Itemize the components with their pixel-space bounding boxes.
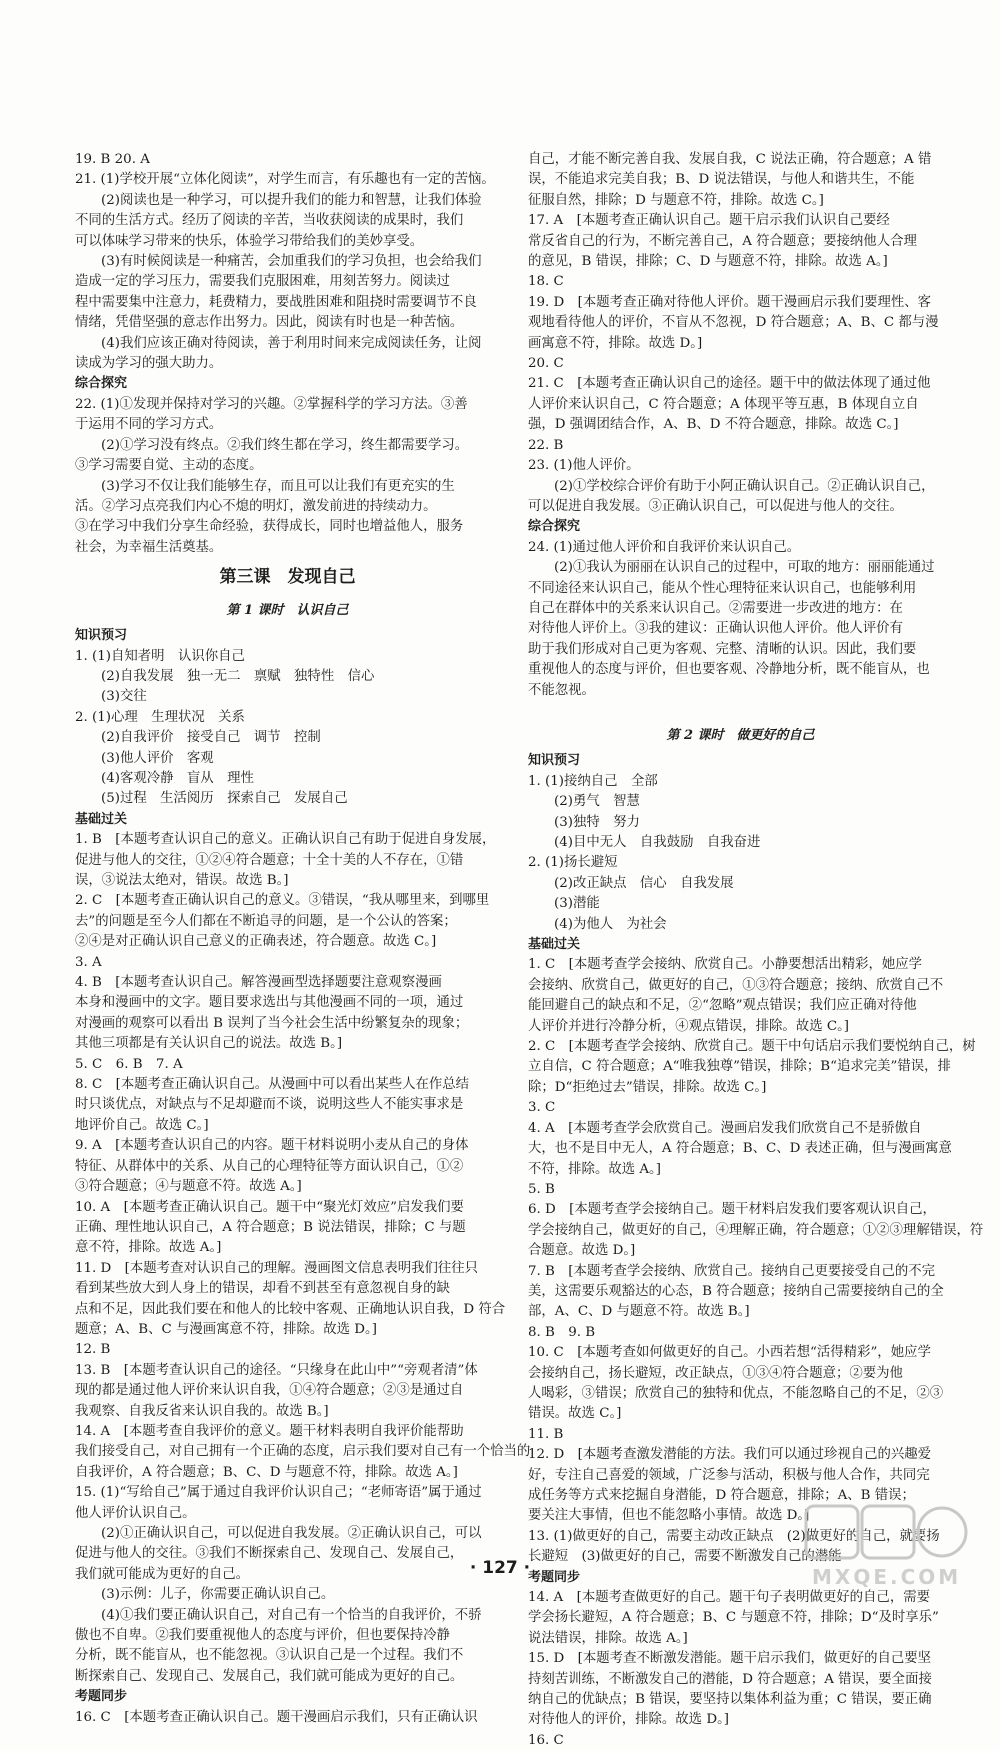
answer-line: 可以体味学习带来的快乐，体验学习带给我们的美妙享受。 [75, 233, 424, 249]
answer-line: 本身和漫画中的文字。题目要求选出与其他漫画不同的一项，通过 [75, 995, 464, 1011]
answer-line: 人评价来认识自己，C 符合题意；A 体现平等互惠，B 体现自立自 [528, 396, 919, 412]
answer-line: (4)目中无人 自我鼓励 自我奋进 [554, 835, 761, 850]
answer-line: 时只谈优点，对缺点与不足却避而不谈，说明这些人不能实事求是 [75, 1097, 464, 1113]
answer-line: 自己，才能不断完善自我、发展自我，C 说法正确，符合题意；A 错 [528, 152, 932, 167]
answer-line: 错误。故选 C。] [528, 1406, 622, 1422]
answer-line: 意不符，排除。故选 A。] [75, 1240, 222, 1256]
answer-line: 不符，排除。故选 A。] [528, 1161, 661, 1177]
answer-line: (3)示例：儿子，你需要正确认识自己。 [101, 1587, 335, 1603]
answer-line [528, 701, 953, 721]
answer-line: 常反省自己的行为，不断完善自己，A 符合题意；要接纳他人合理 [528, 233, 917, 249]
lesson-subtitle: 第 1 课时 认识自己 [226, 603, 349, 619]
answer-line: (3)他人评价 客观 [101, 750, 214, 766]
answer-line: 不能忽视。 [528, 682, 595, 698]
answer-line: 情绪，凭借坚强的意志作出努力。因此，阅读有时也是一种苦恼。 [75, 315, 464, 331]
answer-line: 6. D [本题考查学会接纳自己。题干材料启发我们要客观认识自己， [528, 1202, 936, 1218]
answer-line: 1. (1)自知者明 认识你自己 [75, 648, 245, 664]
answer-line: 不同的生活方式。经历了阅读的辛苦，当收获阅读的成果时，我们 [75, 213, 464, 229]
answer-line: (2)阅读也是一种学习，可以提升我们的能力和智慧，让我们体验 [101, 192, 482, 208]
answer-line: 人评价并进行冷静分析，④观点错误，排除。故选 C。] [528, 1018, 850, 1034]
answer-line: (2)①学校综合评价有助于小阿正确认识自己。②正确认识自己， [554, 478, 935, 494]
answer-line: 对待他人的评价，排除。故选 D。] [528, 1712, 729, 1728]
answer-line: 活。②学习点亮我们内心不熄的明灯，激发前进的持续动力。 [75, 498, 437, 514]
answer-line: (4)我们应该正确对待阅读，善于利用时间来完成阅读任务，让阅 [101, 335, 482, 351]
answer-line: 误，不能追求完美自我；B、D 说法错误，与他人和谐共生，不能 [528, 172, 915, 188]
answer-line: 16. C [本题考查正确认识自己。题干漫画启示我们，只有正确认识 [75, 1709, 478, 1725]
answer-line: 的意见，B 错误，排除；C、D 与题意不符，排除。故选 A。] [528, 254, 888, 270]
answer-line: 10. A [本题考查正确认识自己。题干中“聚光灯效应”启发我们要 [75, 1199, 464, 1215]
answer-line: 5. C 6. B 7. A [75, 1056, 183, 1072]
answer-line: 会接纳自己，扬长避短，改正缺点，①③④符合题意；②要为他 [528, 1365, 903, 1381]
answer-line: 地评价自己。故选 C。] [75, 1117, 209, 1133]
answer-line: ②④是对正确认识自己意义的正确表述，符合题意。故选 C。] [75, 934, 437, 950]
answer-line: 21. C [本题考查正确认识自己的途径。题干中的做法体现了通过他 [528, 376, 931, 392]
answer-line: ③符合题意；④与题意不符。故选 A。] [75, 1179, 302, 1195]
answer-line: (3)学习不仅让我们能够生存，而且可以让我们有更充实的生 [101, 478, 455, 494]
lesson-title: 第三课 发现自己 [219, 567, 356, 588]
answer-line: 1. (1)接纳自己 全部 [528, 773, 658, 789]
answer-line: (4)客观冷静 盲从 理性 [101, 770, 254, 786]
answer-line: 我们就可能成为更好的自己。 [75, 1566, 250, 1582]
answer-line: ③学习需要自觉、主动的态度。 [75, 458, 263, 474]
answer-line: 13. (1)做更好的自己，需要主动改正缺点 (2)做更好的自己，就要扬 [528, 1528, 940, 1544]
answer-line: 2. C [本题考查正确认识自己的意义。③错误，“我从哪里来，到哪里 [75, 893, 490, 909]
watermark-logo [800, 1500, 970, 1590]
answer-line: 11. B [528, 1426, 564, 1442]
answer-line: 其他三项都是有关认识自己的说法。故选 B。] [75, 1036, 343, 1052]
answer-line: 10. C [本题考查如何做更好的自己。小西若想“活得精彩”，她应学 [528, 1345, 931, 1361]
answer-line: 分析，既不能盲从，也不能忽视。③认识自己是一个过程。我们不 [75, 1648, 464, 1664]
answer-line: (2)勇气 智慧 [554, 794, 640, 810]
answer-line: 现的都是通过他人评价来认识自我，①④符合题意；②③是通过自 [75, 1383, 464, 1399]
answer-line: 2. C [本题考查学会接纳、欣赏自己。题干中句话启示我们要悦纳自己，树 [528, 1039, 976, 1055]
answer-line: 15. D [本题考查不断激发潜能。题干启示我们，做更好的自己要坚 [528, 1651, 932, 1667]
answer-line: 部，A、C、D 与题意不符。故选 B。] [528, 1304, 750, 1320]
answer-line: 19. B 20. A [75, 152, 150, 167]
answer-line: 会接纳、欣赏自己，做更好的自己，①③符合题意；接纳、欣赏自己不 [528, 977, 944, 993]
answer-line: 可以促进自我发展。③正确认识自己，可以促进与他人的交往。 [528, 498, 903, 514]
answer-line: 误，③说法太绝对，错误。故选 B。] [75, 873, 289, 888]
answer-line: 程中需要集中注意力，耗费精力，要战胜困难和阻挠时需要调节不良 [75, 294, 477, 310]
answer-line: 他人评价认识自己。 [75, 1505, 196, 1521]
answer-line: 促进与他人的交往。③我们不断探索自己、发现自己、发展自己， [75, 1546, 464, 1562]
answer-line: ③在学习中我们分享生命经验，获得成长，同时也增益他人，服务 [75, 519, 464, 535]
answer-line: 要关注大事情，但也不能忽略小事情。故选 D。] [528, 1508, 810, 1524]
answer-line: 11. D [本题考查对认识自己的理解。漫画图文信息表明我们往往只 [75, 1260, 479, 1276]
section-heading: 综合探究 [75, 376, 128, 392]
answer-line: 22. B [528, 437, 564, 453]
answer-line: 观地看待他人的评价，不盲从不忽视，D 符合题意；A、B、C 都与漫 [528, 315, 939, 331]
answer-line: (2)①学习没有终点。②我们终生都在学习，终生都需要学习。 [101, 437, 469, 453]
answer-line: 合题意。故选 D。] [528, 1243, 636, 1259]
answer-line: 12. B [75, 1342, 111, 1358]
answer-line: 8. C [本题考查正确认识自己。从漫画中可以看出某些人在作总结 [75, 1077, 470, 1093]
answer-line: 长避短 (3)做更好的自己，需要不断激发自己的潜能 [528, 1549, 842, 1565]
answer-line: 20. C [528, 356, 564, 372]
answer-line: 学会扬长避短，A 符合题意；B、C 与题意不符，排除；D“及时享乐” [528, 1610, 939, 1626]
section-heading: 知识预习 [528, 753, 581, 769]
answer-line: 于运用不同的学习方式。 [75, 417, 223, 433]
answer-line: 2. (1)扬长避短 [528, 855, 618, 871]
answer-line: (4)①我们要正确认识自己，对自己有一个恰当的自我评价，不骄 [101, 1607, 482, 1623]
answer-line: 说法错误，排除。故选 A。] [528, 1630, 688, 1646]
answer-line: 我们接受自己，对自己拥有一个正确的态度，启示我们要对自己有一个恰当的 [75, 1444, 531, 1460]
answer-line: 1. B [本题考查认识自己的意义。正确认识自己有助于促进自身发展， [75, 832, 496, 848]
answer-line: 4. B [本题考查认识自己。解答漫画型选择题要注意观察漫画 [75, 975, 442, 991]
answer-line: 社会，为幸福生活奠基。 [75, 539, 223, 555]
svg-text:MXQE.COM: MXQE.COM [812, 1565, 962, 1589]
answer-line: 14. A [本题考查做更好的自己。题干句子表明做更好的自己，需要 [528, 1590, 930, 1606]
answer-line: 征服自然，排除；D 与题意不符，排除。故选 C。] [528, 192, 824, 208]
answer-line: 傲也不自卑。②我们要重视他人的态度与评价，但也要保持冷静 [75, 1628, 450, 1644]
answer-line: (2)①我认为丽丽在认识自己的过程中，可取的地方：丽丽能通过 [554, 560, 935, 576]
answer-line: 自我评价，A 符合题意；B、C、D 与题意不符，排除。故选 A。] [75, 1464, 458, 1480]
answer-line: 8. B 9. B [528, 1324, 596, 1340]
answer-line: 对漫画的观察可以看出 B 误判了当今社会生活中纷繁复杂的现象； [75, 1015, 469, 1031]
answer-line: 18. C [528, 274, 564, 290]
section-heading: 考题同步 [528, 1569, 581, 1585]
answer-line: 对待他人评价上。③我的建议：正确认识他人评价。他人评价有 [528, 621, 903, 637]
section-heading: 基础过关 [75, 811, 128, 827]
answer-line: 立自信，C 符合题意；A“唯我独尊”错误，排除；B“追求完美”错误，排 [528, 1059, 951, 1075]
answer-line: 自己在群体中的关系来认识自己。②需要进一步改进的地方：在 [528, 600, 903, 616]
answer-line: 4. A [本题考查学会欣赏自己。漫画启发我们欣赏自己不是骄傲自 [528, 1120, 922, 1136]
answer-line: 24. (1)通过他人评价和自我评价来认识自己。 [528, 539, 801, 555]
answer-line: 助于我们形成对自己更为客观、完整、清晰的认识。因此，我们要 [528, 641, 917, 657]
answer-line: 画寓意不符，排除。故选 D。] [528, 335, 703, 351]
answer-line: (3)独特 努力 [554, 814, 640, 830]
answer-line: 不同途径来认识自己，能从个性心理特征来认识自己，也能够利用 [528, 580, 917, 596]
answer-line: (3)交往 [101, 689, 147, 705]
answer-line: 重视他人的态度与评价，但也要客观、冷静地分析，既不能盲从，也 [528, 662, 930, 678]
answer-line: 14. A [本题考查自我评价的意义。题干材料表明自我评价能帮助 [75, 1423, 464, 1439]
answer-line: (5)过程 生活阅历 探索自己 发展自己 [101, 791, 348, 807]
answer-line: 断探索自己、发现自己、发展自己，我们就可能成为更好的自己。 [75, 1668, 464, 1684]
answer-line: 16. C [528, 1732, 564, 1748]
section-heading: 考题同步 [75, 1689, 128, 1705]
answer-line: 3. A [75, 954, 102, 970]
answer-line: 正确、理性地认识自己，A 符合题意；B 说法错误，排除；C 与题 [75, 1219, 466, 1235]
answer-line: 强，D 强调团结合作，A、B、D 不符合题意，排除。故选 C。] [528, 417, 899, 433]
answer-line: (2)自我发展 独一无二 禀赋 独特性 信心 [101, 668, 375, 684]
answer-line: 去”的问题是至今人们都在不断追寻的问题，是一个公认的答案； [75, 913, 457, 929]
answer-line: (4)为他人 为社会 [554, 916, 667, 932]
answer-line: 读成为学习的强大助力。 [75, 356, 223, 372]
answer-line: 纳自己的优缺点；B 错误，要坚持以集体利益为重；C 错误，要正确 [528, 1692, 932, 1708]
answer-line: 7. B [本题考查学会接纳、欣赏自己。接纳自己更要接受自己的不完 [528, 1263, 936, 1279]
answer-line: 造成一定的学习压力，需要我们克服困难，用刻苦努力。阅读过 [75, 274, 450, 290]
answer-line: (3)潜能 [554, 896, 600, 912]
answer-line: 好，专注自己喜爱的领域，广泛参与活动，积极与他人合作，共同完 [528, 1467, 930, 1483]
answer-line: 能回避自己的缺点和不足，②“忽略”观点错误；我们应正确对待他 [528, 998, 917, 1014]
answer-line: 美，这需要乐观豁达的心态，B 符合题意；接纳自己需要接纳自己的全 [528, 1283, 944, 1299]
lesson-subtitle: 第 2 课时 做更好的自己 [666, 728, 815, 744]
answer-line: 13. B [本题考查认识自己的途径。“只缘身在此山中”“旁观者清”体 [75, 1362, 478, 1378]
answer-line: 17. A [本题考查正确认识自己。题干启示我们认识自己要经 [528, 213, 890, 229]
answer-line: 19. D [本题考查正确对待他人评价。题干漫画启示我们要理性、客 [528, 294, 932, 310]
answer-line: 12. D [本题考查激发潜能的方法。我们可以通过珍视自己的兴趣爱 [528, 1447, 932, 1463]
answer-line: 21. (1)学校开展“立体化阅读”，对学生而言，有乐趣也有一定的苦恼。 [75, 172, 495, 188]
answer-line: (2)自我评价 接受自己 调节 控制 [101, 730, 321, 746]
answer-line: 9. A [本题考查认识自己的内容。题干材料说明小麦从自己的身体 [75, 1138, 469, 1154]
answer-line: 5. B [528, 1181, 555, 1197]
section-heading: 基础过关 [528, 937, 581, 953]
answer-line: 15. (1)“写给自己”属于通过自我评价认识自己；“老师寄语”属于通过 [75, 1485, 482, 1501]
answer-line: 特征、从群体中的关系、从自己的心理特征等方面认识自己，①② [75, 1158, 464, 1174]
answer-line: 促进与他人的交往，①②④符合题意；十全十美的人不存在，①错 [75, 852, 464, 868]
answer-line: (3)有时候阅读是一种痛苦，会加重我们的学习负担，也会给我们 [101, 254, 482, 270]
answer-line: 题意；A、B、C 与漫画寓意不符，排除。故选 D。] [75, 1321, 377, 1337]
answer-line: 人喝彩，③错误；欣赏自己的独特和优点，不能忽略自己的不足，②③ [528, 1385, 944, 1401]
answer-line: 3. C [528, 1100, 556, 1116]
section-heading: 综合探究 [528, 519, 581, 535]
answer-line: 持刻苦训练，不断激发自己的潜能，D 符合题意；A 错误，要全面接 [528, 1671, 932, 1687]
left-answer-column [75, 150, 531, 1728]
answer-line: 大，也不是目中无人，A 符合题意；B、C、D 表述正确，但与漫画寓意 [528, 1141, 952, 1157]
answer-line: 学会接纳自己，做更好的自己，④理解正确，符合题意；①②③理解错误，符 [528, 1222, 984, 1238]
section-heading: 知识预习 [75, 628, 128, 644]
page-number: · 127 · [469, 1558, 531, 1578]
answer-line: 点和不足，因此我们要在和他人的比较中客观、正确地认识自我，D 符合 [75, 1301, 506, 1317]
answer-line: 2. (1)心理 生理状况 关系 [75, 709, 245, 725]
answer-line: 除；D“拒绝过去”错误，排除。故选 C。] [528, 1079, 767, 1095]
answer-line: 22. (1)①发现并保持对学习的兴趣。②掌握科学的学习方法。③善 [75, 396, 468, 412]
answer-line: 23. (1)他人评价。 [528, 458, 640, 474]
answer-line: 我观察、自我反省来认识自我的。故选 B。] [75, 1403, 329, 1419]
answer-line: 成任务等方式来挖掘自身潜能，D 符合题意，排除；A、B 错误； [528, 1488, 915, 1503]
answer-line: (2)改正缺点 信心 自我发展 [554, 875, 734, 891]
answer-line: 1. C [本题考查学会接纳、欣赏自己。小静要想活出精彩，她应学 [528, 957, 923, 973]
answer-line: 看到某些放大到人身上的错误，却看不到甚至有意忽视自身的缺 [75, 1281, 450, 1297]
answer-line: (2)①正确认识自己，可以促进自我发展。②正确认识自己，可以 [101, 1526, 482, 1541]
